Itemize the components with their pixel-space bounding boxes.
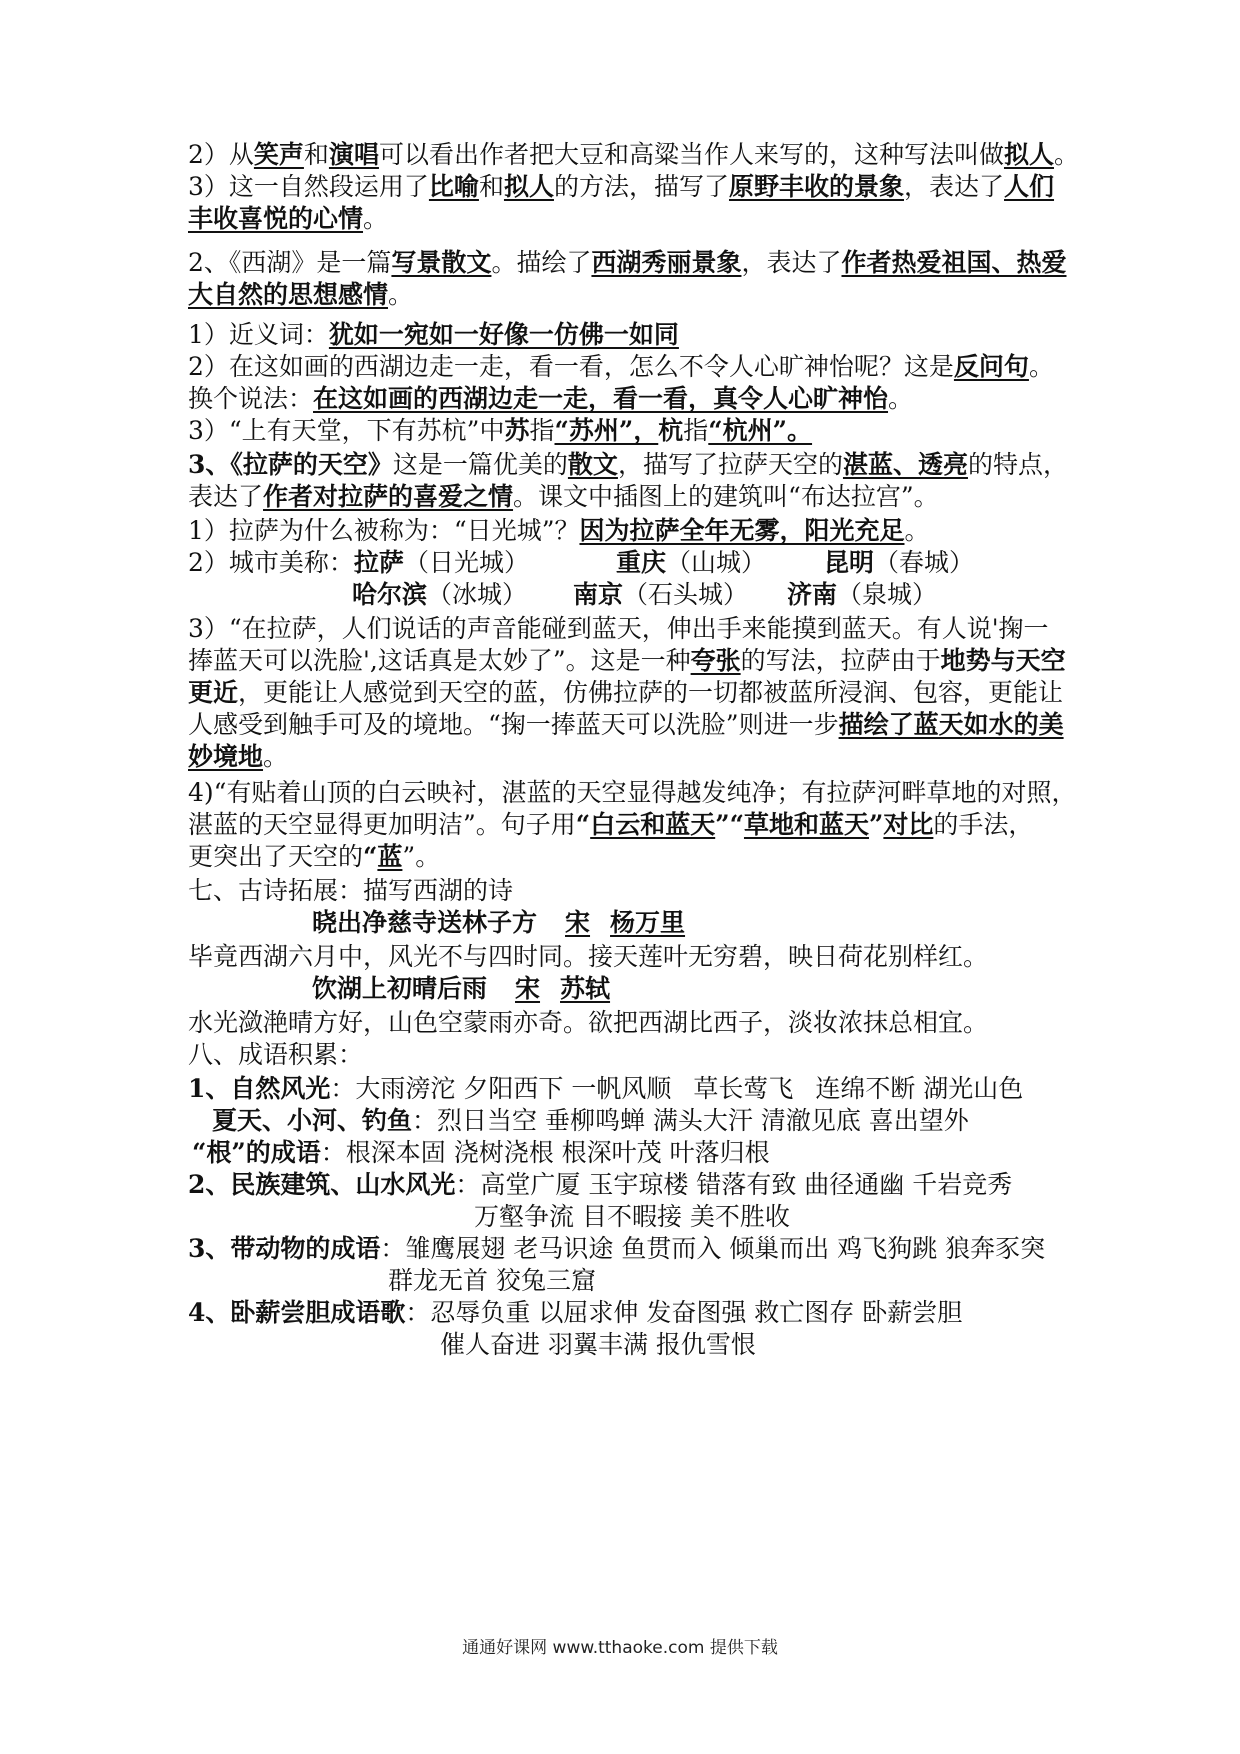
bold-text: 地势与天空 — [940, 646, 1066, 675]
answer: 拟人 — [503, 172, 554, 201]
answer: 演唱 — [328, 140, 379, 169]
text: 2）城市美称： — [188, 548, 354, 577]
idioms-4 — [188, 1296, 1058, 1330]
text: （日光城） — [403, 548, 529, 577]
bold-text: 苏 — [504, 416, 530, 445]
answer: 妙境地 — [188, 742, 264, 771]
line-11 — [188, 480, 1058, 514]
answer: 犹如一宛如一好像一仿佛一如同 — [328, 320, 679, 349]
answer: 比喻 — [428, 172, 479, 201]
line-6 — [188, 318, 1058, 352]
text: ，表达了 — [904, 172, 1005, 201]
text: ，更能让人感觉到天空的蓝，仿佛拉萨的一切都被蓝所浸润、包容，更能让 — [238, 678, 1064, 707]
answer: 白云和蓝天 — [590, 810, 716, 839]
poem-title-2 — [312, 972, 1182, 1006]
text: 和 — [478, 172, 504, 201]
answer: 因为拉萨全年无雾，阳光充足 — [579, 516, 905, 545]
line-7 — [188, 350, 1058, 384]
text: 。 — [363, 204, 389, 233]
answer: 大自然的思想感情 — [188, 280, 389, 309]
answer: 作者热爱祖国、热爱 — [841, 248, 1067, 277]
answer: “杭州”。 — [708, 416, 813, 445]
idiom-category: 民族建筑、山水风光 — [230, 1170, 456, 1199]
text: 换个说法： — [188, 384, 314, 413]
text: 1）近义词： — [188, 320, 329, 349]
answer: 拟人 — [1003, 140, 1054, 169]
text: ：雏鹰展翅 老马识途 鱼贯而入 倾巢而出 鸡飞狗跳 狼奔豕突 — [380, 1234, 1046, 1263]
page-footer: 通通好课网 www.tthaoke.com 提供下载 — [462, 1638, 778, 1658]
text: 指 — [529, 416, 555, 445]
text: 的特点， — [967, 450, 1068, 479]
bold-text: 1、 — [188, 1074, 231, 1103]
bold-text: 重庆 — [615, 548, 666, 577]
answer: 西湖秀丽景象 — [591, 248, 742, 277]
line-8 — [188, 382, 1058, 416]
bold-text: 昆明 — [823, 548, 874, 577]
poem-body-2 — [188, 1006, 1058, 1040]
bold-text: 南京 — [573, 580, 624, 609]
bold-text: 3、 — [188, 1234, 231, 1263]
line-2 — [188, 170, 1058, 204]
line-10 — [188, 448, 1068, 482]
poem-author: 苏轼 — [560, 974, 611, 1003]
bold-text: 拉萨 — [353, 548, 404, 577]
text: 2）从 — [188, 140, 254, 169]
text: 毕竟西湖六月中，风光不与四时同。接天莲叶无穷碧，映日荷花别样红。 — [188, 942, 989, 971]
text: 。课文中插图上的建筑叫“布达拉宫”。 — [513, 482, 939, 511]
text: 的手法， — [933, 810, 1034, 839]
text: 。 — [388, 280, 414, 309]
text: 草长莺飞 — [693, 1074, 794, 1103]
bold-text: 济南 — [787, 580, 838, 609]
text: 表达了 — [188, 482, 264, 511]
line-20 — [188, 776, 1077, 810]
answer: 湛蓝、透亮 — [842, 450, 968, 479]
poem-author: 杨万里 — [610, 908, 686, 937]
line-21 — [188, 808, 1058, 842]
text: 4)“有贴着山顶的白云映衬，湛蓝的天空显得越发纯净；有拉萨河畔草地的对照， — [188, 778, 1077, 807]
idiom-category: 带动物的成语 — [230, 1234, 381, 1263]
text: 水光潋滟晴方好，山色空蒙雨亦奇。欲把西湖比西子，淡妆浓抹总相宜。 — [188, 1008, 989, 1037]
bold-text: 更近 — [188, 678, 239, 707]
line-18 — [188, 708, 1064, 742]
section-heading: 七、古诗拓展：描写西湖的诗 — [188, 876, 514, 905]
idioms-4b — [440, 1328, 1240, 1362]
text: 这是一篇优美的 — [392, 450, 568, 479]
line-4 — [188, 246, 1067, 280]
line-3 — [188, 202, 1058, 236]
text: 指 — [683, 416, 709, 445]
answer: 散文 — [567, 450, 618, 479]
bold-text: ” — [868, 810, 884, 839]
text: （泉城） — [837, 580, 938, 609]
text: 3）“上有天堂，下有苏杭”中 — [188, 416, 505, 445]
line-16 — [188, 644, 1066, 678]
bold-text: 哈尔滨 — [352, 580, 428, 609]
text: 。 — [1028, 352, 1054, 381]
answer: 在这如画的西湖边走一走，看一看，真令人心旷神怡 — [313, 384, 889, 413]
text: 。 — [1053, 140, 1079, 169]
text: 。 — [888, 384, 914, 413]
text: 3）“在拉萨，人们说话的声音能碰到蓝天，伸出手来能摸到蓝天。有人说'掬一 — [188, 614, 1049, 643]
line-23 — [188, 874, 1058, 908]
answer: 作者对拉萨的喜爱之情 — [263, 482, 514, 511]
text: 。描绘了 — [491, 248, 592, 277]
answer: 原野丰收的景象 — [728, 172, 904, 201]
text: （石头城） — [623, 580, 749, 609]
bold-text: “ — [575, 810, 591, 839]
text: ，表达了 — [741, 248, 842, 277]
idioms-3b — [388, 1264, 1240, 1298]
line-28 — [188, 1038, 1058, 1072]
text: 万壑争流 目不暇接 美不胜收 — [474, 1202, 790, 1231]
line-22 — [188, 840, 1058, 874]
text: ：忍辱负重 以屈求伸 发奋图强 救亡图存 卧薪尝胆 — [405, 1298, 963, 1327]
answer: 描绘了蓝天如水的美 — [838, 710, 1064, 739]
line-13 — [188, 546, 1058, 580]
idioms-1c — [192, 1136, 1062, 1170]
line-5 — [188, 278, 1058, 312]
text: 连绵不断 湖光山色 — [815, 1074, 1024, 1103]
line-17 — [188, 676, 1064, 710]
text: 和 — [303, 140, 329, 169]
text: 的方法，描写了 — [553, 172, 729, 201]
line-1 — [188, 138, 1079, 172]
answer: 人们 — [1004, 172, 1055, 201]
text: ，描写了拉萨天空的 — [617, 450, 843, 479]
text: 更突出了天空的 — [188, 842, 364, 871]
line-12 — [188, 514, 1058, 548]
idioms-2b — [474, 1200, 1240, 1234]
idioms-1b — [212, 1104, 1082, 1138]
line-15 — [188, 612, 1058, 646]
text: 2）在这如画的西湖边走一走，看一看，怎么不令人心旷神怡呢？这是 — [188, 352, 954, 381]
idioms-1 — [188, 1072, 1058, 1106]
line-14 — [352, 578, 1222, 612]
text: 的写法，拉萨由于 — [740, 646, 941, 675]
text: ”。 — [402, 842, 441, 871]
text: 1）拉萨为什么被称为：“日光城”？ — [188, 516, 580, 545]
text: 可以看出作者把大豆和高粱当作人来写的，这种写法叫做 — [378, 140, 1004, 169]
text: 捧蓝天可以洗脸',这话真是太妙了”。这是一种 — [188, 646, 691, 675]
line-9 — [188, 414, 1058, 448]
text: 3）这一自然段运用了 — [188, 172, 429, 201]
answer: 草地和蓝天 — [743, 810, 869, 839]
text: （冰城） — [427, 580, 528, 609]
answer: “苏州”， — [554, 416, 659, 445]
text: （山城） — [665, 548, 766, 577]
idioms-3 — [188, 1232, 1058, 1266]
section-heading: 八、成语积累： — [188, 1040, 364, 1069]
text: 群龙无首 狡兔三窟 — [388, 1266, 596, 1295]
idiom-category: 卧薪尝胆成语歌 — [230, 1298, 406, 1327]
idiom-category: “根”的成语 — [192, 1138, 321, 1167]
text: ：烈日当空 垂柳鸣蝉 满头大汗 清澈见底 喜出望外 — [412, 1106, 969, 1135]
bold-text: ”“ — [715, 810, 744, 839]
text: 。 — [263, 742, 289, 771]
poem-body-1 — [188, 940, 1058, 974]
poem-title: 饮湖上初晴后雨 — [312, 974, 488, 1003]
line-19 — [188, 740, 1058, 774]
answer: 夸张 — [690, 646, 741, 675]
text: ：根深本固 浇树浇根 根深叶茂 叶落归根 — [320, 1138, 770, 1167]
idiom-category: 夏天、小河、钓鱼 — [212, 1106, 413, 1135]
poem-title: 晓出净慈寺送林子方 — [312, 908, 538, 937]
answer: 蓝 — [377, 842, 403, 871]
text: 湛蓝的天空显得更加明洁”。句子用 — [188, 810, 576, 839]
text: ：高堂广厦 玉宇琼楼 错落有致 曲径通幽 千岩竞秀 — [455, 1170, 1013, 1199]
text: 人感受到触手可及的境地。“掬一捧蓝天可以洗脸”则进一步 — [188, 710, 839, 739]
answer: 笑声 — [253, 140, 304, 169]
text: 催人奋进 羽翼丰满 报仇雪恨 — [440, 1330, 756, 1359]
text: ：大雨滂沱 夕阳西下 一帆风顺 — [330, 1074, 672, 1103]
idioms-2 — [188, 1168, 1058, 1202]
poem-dynasty: 宋 — [565, 908, 591, 937]
text: 。 — [904, 516, 930, 545]
text: 2、《西湖》是一篇 — [188, 248, 392, 277]
answer: 对比 — [883, 810, 934, 839]
answer: 写景散文 — [391, 248, 492, 277]
poem-dynasty: 宋 — [515, 974, 541, 1003]
poem-title-1 — [312, 906, 1182, 940]
answer: 反问句 — [953, 352, 1029, 381]
bold-text: 3、《拉萨的天空》 — [188, 450, 393, 479]
bold-text: 杭 — [658, 416, 684, 445]
bold-text: 4、 — [188, 1298, 231, 1327]
idiom-category: 自然风光 — [230, 1074, 331, 1103]
answer: 丰收喜悦的心情 — [188, 204, 364, 233]
text: （春城） — [873, 548, 974, 577]
bold-text: “ — [363, 842, 378, 871]
bold-text: 2、 — [188, 1170, 231, 1199]
